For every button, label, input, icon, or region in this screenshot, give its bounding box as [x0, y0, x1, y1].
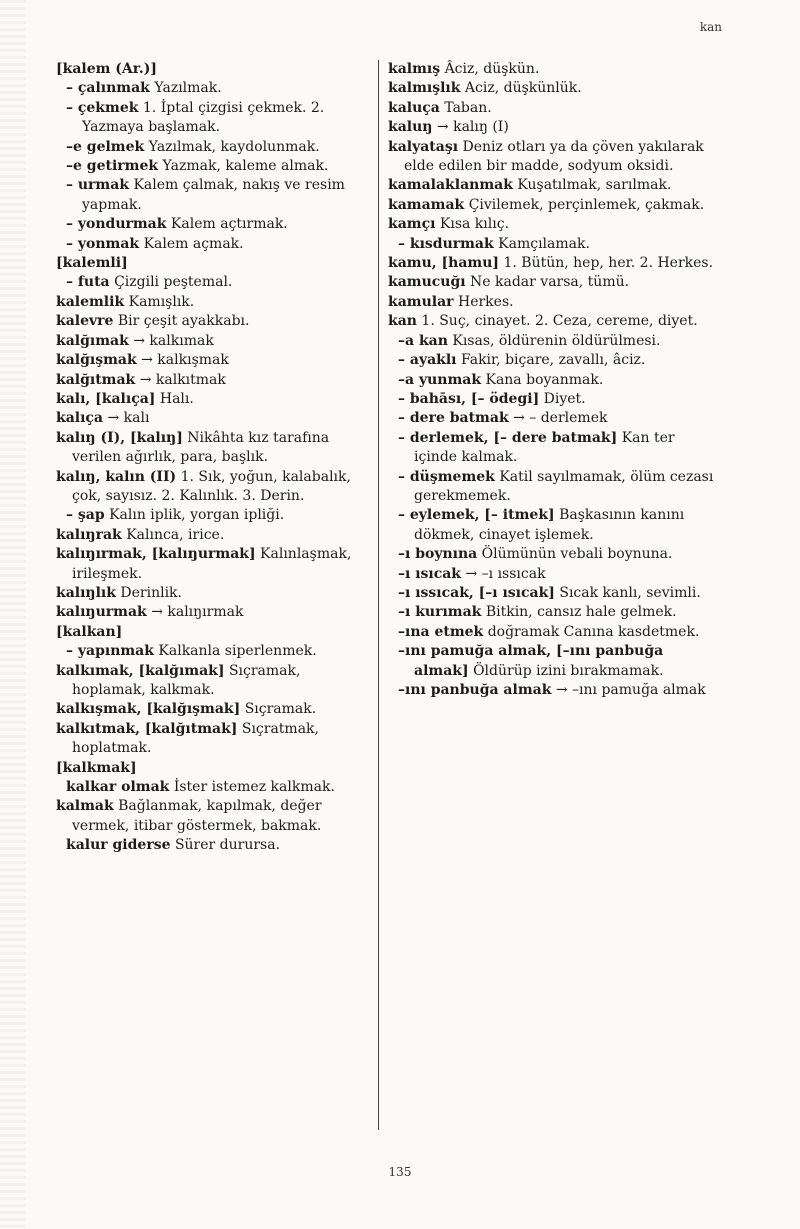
dictionary-entry — [56, 312, 372, 331]
page-number: 135 — [388, 1165, 412, 1179]
entry-definition: Kalın iplik, yorgan ipliği. — [109, 507, 285, 524]
entry-headword: kalmışlık — [388, 80, 461, 97]
running-head: kan — [699, 20, 722, 34]
entry-headword: –ını pamuğa almak, [–ını panbuğa almak] — [398, 643, 664, 679]
dictionary-entry — [56, 409, 372, 428]
entry-definition: → – derlemek — [513, 410, 608, 427]
dictionary-entry — [388, 215, 716, 234]
entry-definition: Başkasının kanını dökmek, cinayet işlemek. — [414, 507, 685, 543]
entry-definition: Kana boyanmak. — [485, 371, 604, 388]
entry-headword: –a kan — [398, 332, 448, 349]
entry-definition: Kan ter içinde kalmak. — [414, 429, 675, 466]
entry-headword: kalkışmak, [kalğışmak] — [56, 701, 241, 718]
left-column — [56, 60, 372, 856]
dictionary-entry — [56, 235, 372, 254]
entry-headword: kamu, [hamu] — [388, 255, 500, 272]
entry-headword: –ı ısıcak — [398, 565, 462, 582]
entry-definition: Yazmak, kaleme almak. — [162, 158, 329, 175]
dictionary-entry — [388, 371, 716, 390]
dictionary-entry — [388, 584, 716, 603]
dictionary-entry — [56, 60, 372, 79]
entry-definition: Kuşatılmak, sarılmak. — [517, 177, 672, 194]
entry-headword: kamalaklanmak — [388, 177, 513, 194]
entry-definition: → kalkımak — [133, 332, 214, 349]
entry-headword: kalur giderse — [66, 837, 171, 854]
entry-headword: – ayaklı — [398, 352, 457, 369]
entry-headword: –ı boynına — [398, 546, 478, 563]
entry-headword: – kısdurmak — [398, 235, 494, 252]
dictionary-entry — [388, 545, 716, 564]
entry-headword: [kalkmak] — [56, 759, 137, 776]
entry-definition: Öldürüp izini bırakmamak. — [473, 662, 664, 679]
entry-headword: – yondurmak — [66, 216, 167, 233]
entry-headword: kalkımak, [kalğımak] — [56, 662, 225, 679]
entry-definition: Âciz, düşkün. — [444, 61, 540, 77]
dictionary-entry — [388, 79, 716, 98]
entry-headword: kamucuğı — [388, 274, 466, 291]
entry-headword: –e gelmek — [66, 138, 145, 155]
entry-headword: – bahāsı, [– ödegi] — [398, 390, 540, 407]
entry-headword: kalkıtmak, [kalğıtmak] — [56, 720, 238, 737]
entry-definition: Kamçılamak. — [498, 235, 590, 252]
dictionary-entry — [56, 371, 372, 390]
dictionary-entry — [56, 254, 372, 273]
entry-headword: – derlemek, [– dere batmak] — [398, 429, 618, 446]
dictionary-entry — [388, 506, 716, 545]
entry-headword: kalıça — [56, 410, 104, 427]
entry-definition: Sıçramak. — [244, 701, 317, 718]
dictionary-entry — [388, 429, 716, 468]
dictionary-entry — [388, 623, 716, 642]
entry-definition: İster istemez kalkmak. — [173, 779, 335, 796]
entry-definition: Halı. — [159, 390, 194, 407]
entry-headword: –ı kurımak — [398, 604, 482, 621]
entry-definition: Kısa kılıç. — [439, 216, 510, 233]
entry-definition: Deniz otları ya da çöven yakılarak elde edilen bir madde, sodyum oksidi. — [404, 138, 704, 175]
dictionary-entry — [56, 797, 372, 836]
dictionary-entry — [56, 836, 372, 855]
dictionary-entry — [56, 584, 372, 603]
entry-headword: kalmak — [56, 798, 114, 815]
entry-definition: → kalkıtmak — [139, 371, 226, 388]
entry-definition: 1. Sık, yoğun, kalabalık, çok, sayısız. 2. Kalınlık. 3. Derin. — [72, 468, 351, 504]
entry-definition: doğramak Canına kasdetmek. — [487, 623, 700, 640]
entry-headword: kalğıtmak — [56, 371, 136, 388]
entry-definition: Ölümünün vebali boynuna. — [481, 546, 673, 563]
dictionary-entry — [388, 603, 716, 622]
entry-definition: Çivilemek, perçinlemek, çakmak. — [468, 196, 705, 213]
entry-headword: kalmış — [388, 61, 441, 77]
dictionary-entry — [56, 778, 372, 797]
dictionary-entry — [388, 235, 716, 254]
entry-headword: [kalem (Ar.)] — [56, 61, 158, 77]
entry-definition: Kalınca, irice. — [126, 526, 225, 543]
right-column — [388, 60, 716, 700]
dictionary-entry — [56, 720, 372, 759]
dictionary-entry — [56, 390, 372, 409]
dictionary-entry — [56, 157, 372, 176]
entry-definition: Yazılmak, kaydolunmak. — [148, 138, 320, 155]
dictionary-entry — [56, 215, 372, 234]
dictionary-entry — [56, 759, 372, 778]
entry-headword: – futa — [66, 274, 110, 291]
entry-headword: [kalkan] — [56, 623, 123, 640]
dictionary-entry — [388, 468, 716, 507]
entry-headword: –ı ıssıcak, [–ı ısıcak] — [398, 584, 555, 601]
dictionary-entry — [388, 118, 716, 137]
entry-definition: 1. Suç, cinayet. 2. Ceza, cereme, diyet. — [421, 313, 698, 330]
entry-headword: kalğışmak — [56, 352, 137, 369]
dictionary-entry — [56, 138, 372, 157]
entry-definition: Bitkin, cansız hale gelmek. — [485, 604, 677, 621]
entry-definition: Derinlik. — [120, 584, 182, 601]
entry-definition: Bir çeşit ayakkabı. — [117, 313, 250, 330]
dictionary-entry — [56, 506, 372, 525]
entry-headword: kamular — [388, 293, 454, 310]
dictionary-entry — [56, 603, 372, 622]
dictionary-entry — [388, 390, 716, 409]
entry-headword: –ını panbuğa almak — [398, 682, 552, 698]
column-divider — [378, 60, 379, 1130]
entry-headword: kamçı — [388, 216, 436, 233]
entry-definition: → –ı ıssıcak — [465, 565, 546, 582]
dictionary-entry — [388, 138, 716, 177]
entry-headword: – yonmak — [66, 235, 140, 252]
entry-definition: Sıçramak, hoplamak, kalkmak. — [72, 662, 301, 698]
entry-definition: Kamışlık. — [128, 293, 195, 310]
entry-definition: Katil sayılmamak, ölüm cezası gerekmemek. — [414, 468, 714, 504]
dictionary-entry — [56, 176, 372, 215]
entry-headword: kalğımak — [56, 332, 129, 349]
entry-definition: Kalınlaşmak, irileşmek. — [72, 546, 352, 582]
entry-definition: → kalıŋ (I) — [436, 119, 509, 136]
entry-definition: Yazılmak. — [154, 80, 222, 97]
entry-definition: → –ını pamuğa almak — [555, 682, 706, 698]
entry-definition: Fakir, biçare, zavallı, âciz. — [460, 352, 646, 369]
entry-definition: Çizgili peştemal. — [114, 274, 233, 291]
entry-headword: –ına etmek — [398, 623, 484, 640]
entry-definition: 1. İptal çizgisi çekmek. 2. Yazmaya başlamak. — [82, 99, 325, 136]
dictionary-entry — [388, 60, 716, 79]
entry-definition: Ne kadar varsa, tümü. — [470, 274, 630, 291]
page-edge-shadow — [0, 0, 26, 1229]
entry-headword: – eylemek, [– itmek] — [398, 507, 555, 524]
entry-headword: kalyataşı — [388, 138, 459, 155]
dictionary-entry — [388, 99, 716, 118]
entry-headword: kalıŋırmak, [kalıŋurmak] — [56, 546, 256, 563]
entry-definition: → kalı — [107, 410, 150, 427]
entry-definition: Sıcak kanlı, sevimli. — [559, 584, 701, 601]
dictionary-entry — [388, 409, 716, 428]
entry-definition: Kısas, öldürenin öldürülmesi. — [452, 332, 661, 349]
entry-definition: → kalkışmak — [141, 352, 229, 369]
entry-definition: → kalıŋırmak — [151, 604, 244, 621]
entry-definition: Nikâhta kız tarafına verilen ağırlık, para, başlık. — [72, 429, 330, 466]
entry-definition: Bağlanmak, kapılmak, değer vermek, itibar göstermek, bakmak. — [72, 798, 322, 834]
entry-headword: kan — [388, 313, 417, 330]
entry-headword: kalı, [kalıça] — [56, 390, 156, 407]
entry-definition: Kalem açtırmak. — [170, 216, 288, 233]
entry-headword: kalıŋ, kalın (II) — [56, 468, 177, 485]
dictionary-entry — [56, 545, 372, 584]
entry-definition: Diyet. — [543, 390, 586, 407]
entry-headword: kalıŋlık — [56, 584, 116, 601]
dictionary-entry — [388, 312, 716, 331]
dictionary-entry — [388, 254, 716, 273]
dictionary-entry — [56, 99, 372, 138]
entry-headword: –a yunmak — [398, 371, 482, 388]
entry-headword: – düşmemek — [398, 468, 495, 485]
entry-definition: Aciz, düşkünlük. — [464, 80, 582, 97]
entry-headword: kaluça — [388, 99, 440, 116]
entry-headword: kalıŋurmak — [56, 604, 147, 621]
dictionary-entry — [56, 293, 372, 312]
entry-headword: kalıŋ (I), [kalıŋ] — [56, 429, 183, 446]
dictionary-entry — [56, 332, 372, 351]
dictionary-entry — [56, 429, 372, 468]
entry-headword: kalevre — [56, 313, 114, 330]
dictionary-entry — [56, 662, 372, 701]
entry-headword: kamamak — [388, 196, 465, 213]
dictionary-entry — [56, 642, 372, 661]
dictionary-entry — [388, 332, 716, 351]
dictionary-entry — [56, 623, 372, 642]
entry-definition: Kalem açmak. — [143, 235, 244, 252]
entry-headword: –e getirmek — [66, 158, 159, 175]
entry-headword: – urmak — [66, 177, 130, 194]
entry-headword: – çekmek — [66, 99, 139, 116]
dictionary-entry — [56, 526, 372, 545]
entry-headword: kaluŋ — [388, 119, 433, 136]
entry-headword: kalemlik — [56, 293, 125, 310]
dictionary-entry — [56, 79, 372, 98]
dictionary-entry — [388, 642, 716, 681]
entry-definition: Kalkanla siperlenmek. — [158, 643, 317, 660]
dictionary-entry — [388, 565, 716, 584]
entry-definition: 1. Bütün, hep, her. 2. Herkes. — [503, 255, 714, 272]
dictionary-entry — [56, 351, 372, 370]
dictionary-entry — [388, 273, 716, 292]
entry-definition: Sıçratmak, hoplatmak. — [72, 720, 319, 757]
entry-definition: Taban. — [444, 99, 492, 116]
entry-definition: Herkes. — [457, 293, 514, 310]
entry-headword: – dere batmak — [398, 410, 509, 427]
dictionary-entry — [388, 681, 716, 700]
dictionary-entry — [388, 196, 716, 215]
dictionary-entry — [388, 293, 716, 312]
dictionary-entry — [56, 700, 372, 719]
dictionary-entry — [56, 468, 372, 507]
entry-headword: – yapınmak — [66, 643, 154, 660]
dictionary-entry — [388, 351, 716, 370]
entry-definition: Kalem çalmak, nakış ve resim yapmak. — [82, 177, 345, 213]
entry-headword: – şap — [66, 507, 105, 524]
dictionary-entry — [388, 176, 716, 195]
dictionary-entry — [56, 273, 372, 292]
entry-headword: kalkar olmak — [66, 779, 170, 796]
entry-headword: [kalemli] — [56, 255, 128, 272]
entry-definition: Sürer durursa. — [174, 837, 281, 854]
entry-headword: – çalınmak — [66, 80, 150, 97]
entry-headword: kalıŋrak — [56, 526, 122, 543]
